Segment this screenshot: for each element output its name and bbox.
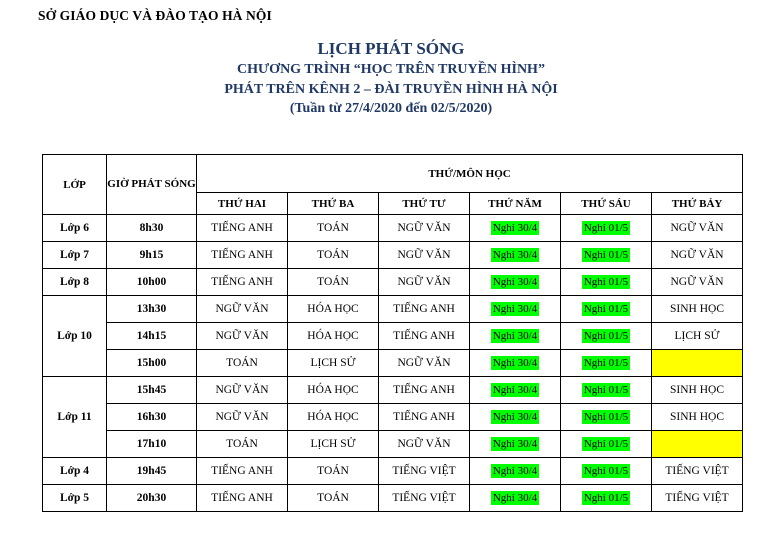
grade-cell: Lớp 11 xyxy=(43,377,107,458)
holiday-label: Nghỉ 01/5 xyxy=(583,330,629,342)
subject-cell: NGỮ VĂN xyxy=(197,377,288,404)
holiday-cell xyxy=(470,350,561,377)
schedule-row xyxy=(43,404,743,431)
subject-cell: TIẾNG VIỆT xyxy=(652,485,743,512)
subject-cell: TOÁN xyxy=(288,269,379,296)
schedule-row xyxy=(43,242,743,269)
grade-cell: Lớp 5 xyxy=(43,485,107,512)
holiday-cell xyxy=(561,431,652,458)
holiday-cell xyxy=(561,377,652,404)
program-name: CHƯƠNG TRÌNH “HỌC TRÊN TRUYỀN HÌNH” xyxy=(237,62,545,77)
day-header: THỨ TƯ xyxy=(379,193,470,215)
holiday-label: Nghỉ 01/5 xyxy=(583,492,629,504)
subject-cell: TOÁN xyxy=(288,458,379,485)
grade-cell: Lớp 8 xyxy=(43,269,107,296)
subject-cell: TIẾNG VIỆT xyxy=(379,485,470,512)
subject-cell: NGỮ VĂN xyxy=(379,215,470,242)
broadcast-schedule-table xyxy=(42,154,743,512)
schedule-row xyxy=(43,431,743,458)
holiday-cell xyxy=(470,485,561,512)
subject-cell: NGỮ VĂN xyxy=(652,215,743,242)
subject-cell: NGỮ VĂN xyxy=(379,431,470,458)
time-column-header xyxy=(107,155,197,215)
subject-cell: TOÁN xyxy=(288,485,379,512)
subject-cell: HÓA HỌC xyxy=(288,296,379,323)
subject-cell: TOÁN xyxy=(197,350,288,377)
holiday-label: Nghỉ 30/4 xyxy=(492,303,538,315)
holiday-label: Nghỉ 30/4 xyxy=(492,411,538,423)
holiday-label: Nghỉ 01/5 xyxy=(583,303,629,315)
schedule-row xyxy=(43,485,743,512)
subject-cell: NGỮ VĂN xyxy=(652,269,743,296)
holiday-cell xyxy=(470,458,561,485)
subject-cell: NGỮ VĂN xyxy=(197,404,288,431)
subject-cell: NGỮ VĂN xyxy=(197,296,288,323)
time-cell: 16h30 xyxy=(107,404,197,431)
grade-cell: Lớp 4 xyxy=(43,458,107,485)
holiday-cell xyxy=(470,242,561,269)
subject-cell: HÓA HỌC xyxy=(288,404,379,431)
holiday-label: Nghỉ 30/4 xyxy=(492,492,538,504)
document-title: LỊCH PHÁT SÓNG xyxy=(317,39,465,58)
holiday-label: Nghỉ 30/4 xyxy=(492,330,538,342)
week-range: (Tuần từ 27/4/2020 đến 02/5/2020) xyxy=(289,101,493,116)
holiday-label: Nghỉ 01/5 xyxy=(583,411,629,423)
subject-cell: TIẾNG ANH xyxy=(197,269,288,296)
holiday-cell xyxy=(561,485,652,512)
holiday-cell xyxy=(561,269,652,296)
time-cell: 15h00 xyxy=(107,350,197,377)
holiday-cell xyxy=(561,323,652,350)
time-cell: 8h30 xyxy=(107,215,197,242)
subject-cell: NGỮ VĂN xyxy=(379,350,470,377)
holiday-cell xyxy=(561,458,652,485)
subject-cell: TIẾNG ANH xyxy=(197,242,288,269)
holiday-label: Nghỉ 01/5 xyxy=(583,357,629,369)
time-cell: 15h45 xyxy=(107,377,197,404)
subject-cell: TIẾNG ANH xyxy=(379,323,470,350)
subject-cell: SINH HỌC xyxy=(652,377,743,404)
holiday-cell xyxy=(470,323,561,350)
subject-cell: TOÁN xyxy=(197,431,288,458)
channel-info: PHÁT TRÊN KÊNH 2 – ĐÀI TRUYỀN HÌNH HÀ NỘI xyxy=(224,82,558,97)
schedule-row xyxy=(43,458,743,485)
holiday-cell xyxy=(561,350,652,377)
holiday-label: Nghỉ 30/4 xyxy=(492,438,538,450)
subject-cell: NGỮ VĂN xyxy=(379,242,470,269)
holiday-cell xyxy=(561,296,652,323)
holiday-label: Nghỉ 30/4 xyxy=(492,249,538,261)
empty-slot-cell xyxy=(652,431,743,458)
holiday-cell xyxy=(561,242,652,269)
day-header: THỨ BẢY xyxy=(652,193,743,215)
holiday-label: Nghỉ 01/5 xyxy=(583,276,629,288)
subject-cell: TIẾNG ANH xyxy=(197,215,288,242)
time-cell: 17h10 xyxy=(107,431,197,458)
subject-cell: LỊCH SỬ xyxy=(288,431,379,458)
holiday-label: Nghỉ 30/4 xyxy=(492,276,538,288)
subject-cell: SINH HỌC xyxy=(652,404,743,431)
holiday-label: Nghỉ 01/5 xyxy=(583,384,629,396)
time-cell: 9h15 xyxy=(107,242,197,269)
grade-cell: Lớp 10 xyxy=(43,296,107,377)
time-cell: 13h30 xyxy=(107,296,197,323)
schedule-row xyxy=(43,296,743,323)
grade-cell: Lớp 7 xyxy=(43,242,107,269)
subject-cell: NGỮ VĂN xyxy=(379,269,470,296)
subject-cell: TIẾNG ANH xyxy=(379,296,470,323)
day-header: THỨ BA xyxy=(288,193,379,215)
time-cell: 14h15 xyxy=(107,323,197,350)
holiday-cell xyxy=(470,377,561,404)
holiday-cell xyxy=(561,215,652,242)
holiday-label: Nghỉ 30/4 xyxy=(492,384,538,396)
schedule-body xyxy=(43,215,743,512)
subject-cell: LỊCH SỬ xyxy=(288,350,379,377)
grade-cell: Lớp 6 xyxy=(43,215,107,242)
subject-cell: TIẾNG ANH xyxy=(379,377,470,404)
holiday-cell xyxy=(470,404,561,431)
subject-cell: HÓA HỌC xyxy=(288,323,379,350)
holiday-label: Nghỉ 30/4 xyxy=(492,465,538,477)
holiday-label: Nghỉ 01/5 xyxy=(583,438,629,450)
subject-cell: TOÁN xyxy=(288,215,379,242)
holiday-label: Nghỉ 01/5 xyxy=(583,222,629,234)
day-header: THỨ HAI xyxy=(197,193,288,215)
time-column-label: GIỜ PHÁT SÓNG xyxy=(107,178,196,190)
subject-cell: TIẾNG ANH xyxy=(379,404,470,431)
holiday-cell xyxy=(561,404,652,431)
subject-cell: TIẾNG VIỆT xyxy=(652,458,743,485)
schedule-row xyxy=(43,323,743,350)
day-header: THỨ SÁU xyxy=(561,193,652,215)
time-cell: 10h00 xyxy=(107,269,197,296)
holiday-cell xyxy=(470,431,561,458)
subject-cell: SINH HỌC xyxy=(652,296,743,323)
holiday-cell xyxy=(470,215,561,242)
schedule-row xyxy=(43,377,743,404)
time-cell: 20h30 xyxy=(107,485,197,512)
holiday-label: Nghỉ 01/5 xyxy=(583,465,629,477)
day-subject-group-header: THỨ/MÔN HỌC xyxy=(197,155,743,193)
schedule-row xyxy=(43,350,743,377)
subject-cell: TIẾNG ANH xyxy=(197,458,288,485)
empty-slot-cell xyxy=(652,350,743,377)
organization-name: SỞ GIÁO DỤC VÀ ĐÀO TẠO HÀ NỘI xyxy=(38,8,272,23)
holiday-cell xyxy=(470,296,561,323)
subject-cell: HÓA HỌC xyxy=(288,377,379,404)
day-header: THỨ NĂM xyxy=(470,193,561,215)
grade-column-header: LỚP xyxy=(43,155,107,215)
subject-cell: NGỮ VĂN xyxy=(652,242,743,269)
holiday-label: Nghỉ 30/4 xyxy=(492,222,538,234)
subject-cell: LỊCH SỬ xyxy=(652,323,743,350)
schedule-row xyxy=(43,215,743,242)
schedule-row xyxy=(43,269,743,296)
holiday-label: Nghỉ 01/5 xyxy=(583,249,629,261)
subject-cell: TIẾNG ANH xyxy=(197,485,288,512)
document-header xyxy=(0,38,782,119)
subject-cell: NGỮ VĂN xyxy=(197,323,288,350)
holiday-cell xyxy=(470,269,561,296)
time-cell: 19h45 xyxy=(107,458,197,485)
subject-cell: TIẾNG VIỆT xyxy=(379,458,470,485)
subject-cell: TOÁN xyxy=(288,242,379,269)
holiday-label: Nghỉ 30/4 xyxy=(492,357,538,369)
